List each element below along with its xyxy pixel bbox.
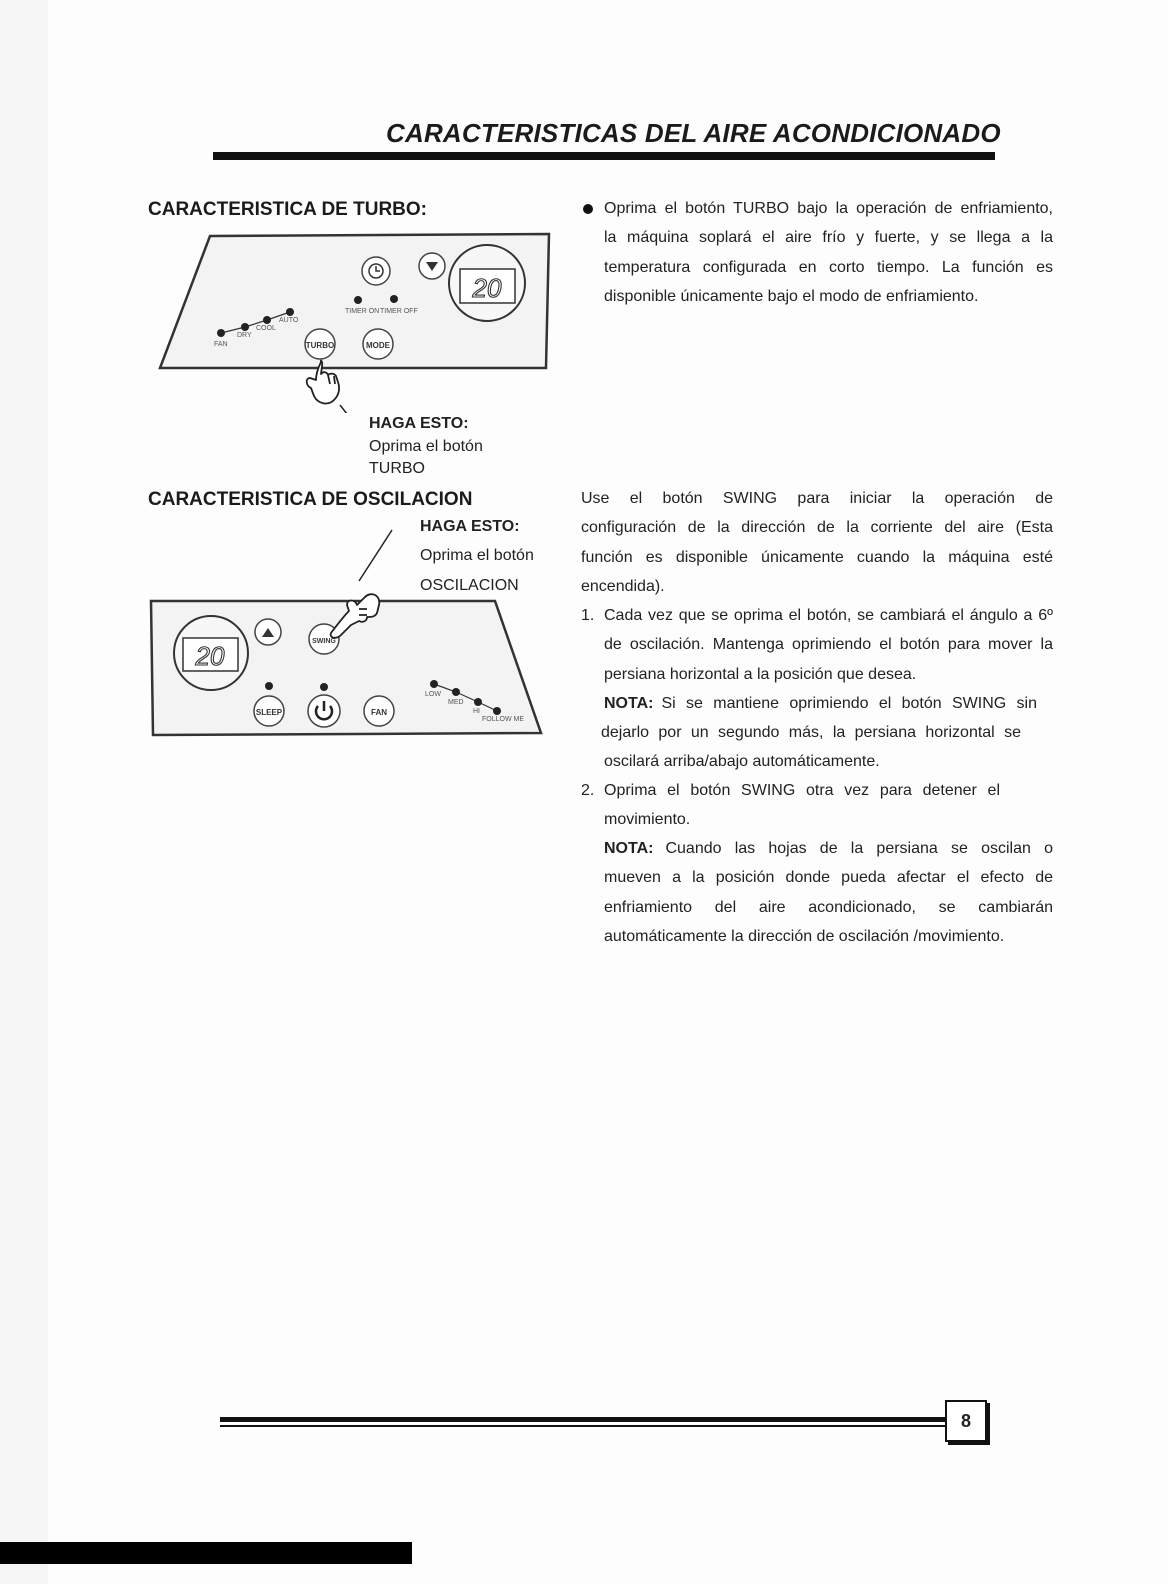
item-2-note [604,834,1053,951]
up-arrow-icon [255,619,281,645]
swing-do-this-line2: OSCILACION [420,576,519,594]
item-1-number: 1. [581,607,595,624]
turbo-button [305,329,335,359]
swing-intro-line-1: Use el botón SWING para iniciar la operación de [581,490,1053,507]
scan-edge-bar [0,1542,412,1564]
item-2-note-line-3: automáticamente la dirección de oscilación /movimiento. [604,927,1005,945]
mode-fan-label: FAN [214,341,228,348]
timer-on-label: TIMER ON [345,308,380,315]
item-1-note-line-2: oscilará arriba/abajo automáticamente. [604,753,880,770]
turbo-desc-line-1: Oprima el botón TURBO bajo la operación de enfriamiento, [604,200,1053,217]
turbo-do-this-label: HAGA ESTO: [369,415,469,432]
turbo-description [604,194,1053,311]
turbo-do-this [369,413,483,481]
mode-button [363,329,393,359]
swing-display-value: 20 [195,641,225,671]
fan-button [364,696,394,726]
turbo-heading: CARACTERISTICA DE TURBO: [148,199,428,220]
item-2-line-1: Oprima el botón SWING otra vez para detener el [604,782,1000,799]
item-1-note-line-1: dejarlo por un segundo más, la persiana horizontal se [601,724,1021,741]
turbo-desc-line-2: la máquina soplará el aire frío y fuerte, y se llega a la [604,229,1053,247]
page-left-shade [0,0,48,1584]
item-1-note-first: Si se mantiene oprimiendo el botón SWING sin [661,695,1037,712]
swing-intro [581,484,1053,601]
speed-med-label: MED [448,699,464,706]
swing-intro-line-3: función es disponible únicamente cuando la máquina esté [581,548,1053,566]
swing-do-this-line1: Oprima el botón [420,547,534,565]
title-rule [213,152,995,160]
item-2-note-line-1: mueven a la posición donde pueda afectar el efecto de [604,869,1053,887]
swing-button-label: SWING [312,638,336,645]
page-title: CARACTERISTICAS DEL AIRE ACONDICIONADO [386,118,1001,148]
turbo-do-this-line2: TURBO [369,460,425,477]
item-2-note-label: NOTA: [604,840,654,857]
turbo-bullet [583,204,593,214]
speed-follow-me-label: FOLLOW ME [482,716,525,723]
speed-low-label: LOW [425,691,441,698]
item-2-number: 2. [581,782,595,799]
turbo-button-label: TURBO [305,341,335,350]
item-1-line-2: de oscilación. Mantenga oprimiendo el botón para mover la [604,636,1053,654]
turbo-display-value: 20 [472,273,502,303]
swing-heading: CARACTERISTICA DE OSCILACION [148,489,473,510]
swing-intro-line-2: configuración de la dirección de la corriente del aire (Esta [581,519,1053,537]
speed-hi-label: HI [473,708,480,715]
item-1-note-rest-2 [604,747,1024,776]
turbo-do-this-line1: Oprima el botón [369,437,483,455]
fan-button-label: FAN [371,708,387,717]
down-arrow-icon [419,253,445,279]
timer-clock-icon [362,257,390,285]
swing-temperature-display [174,616,248,690]
mode-button-label: MODE [366,341,390,350]
turbo-temperature-display [449,245,525,321]
turbo-control-panel-illustration [150,228,560,413]
item-2-line-2: movimiento. [604,811,691,829]
sleep-button-label: SLEEP [255,708,283,717]
turbo-desc-line-3: temperatura configurada en corto tiempo. La función es [604,258,1053,276]
sleep-button [254,696,284,726]
mode-auto-label: AUTO [279,317,299,324]
timer-off-label: TIMER OFF [380,308,418,315]
power-icon [308,695,340,727]
swing-control-panel-illustration [145,525,555,745]
item-1-line-3: persiana horizontal a la posición que desea. [604,665,917,683]
item-2-note-line-2: enfriamiento del aire acondicionado, se cambiarán [604,898,1053,916]
item-2-note-first: Cuando las hojas de la persiana se oscilan o [665,840,1053,857]
mode-cool-label: COOL [256,325,276,332]
swing-intro-line-4: encendida). [581,577,665,595]
item-1-note-label: NOTA: [604,695,654,712]
item-1-note [604,689,1037,718]
footer-rule-thin [220,1425,947,1427]
swing-do-this-label: HAGA ESTO: [420,518,520,535]
footer-rule [220,1417,947,1422]
item-1-line-1: Cada vez que se oprima el botón, se cambiará el ángulo a 6º [604,607,1053,624]
page-number: 8 [945,1400,987,1442]
item-1-note-rest [601,718,1021,747]
turbo-desc-line-4: disponible únicamente bajo el modo de enfriamiento. [604,287,979,305]
mode-dry-label: DRY [237,332,252,339]
swing-item-2 [604,776,1000,835]
swing-item-1 [604,601,1053,689]
